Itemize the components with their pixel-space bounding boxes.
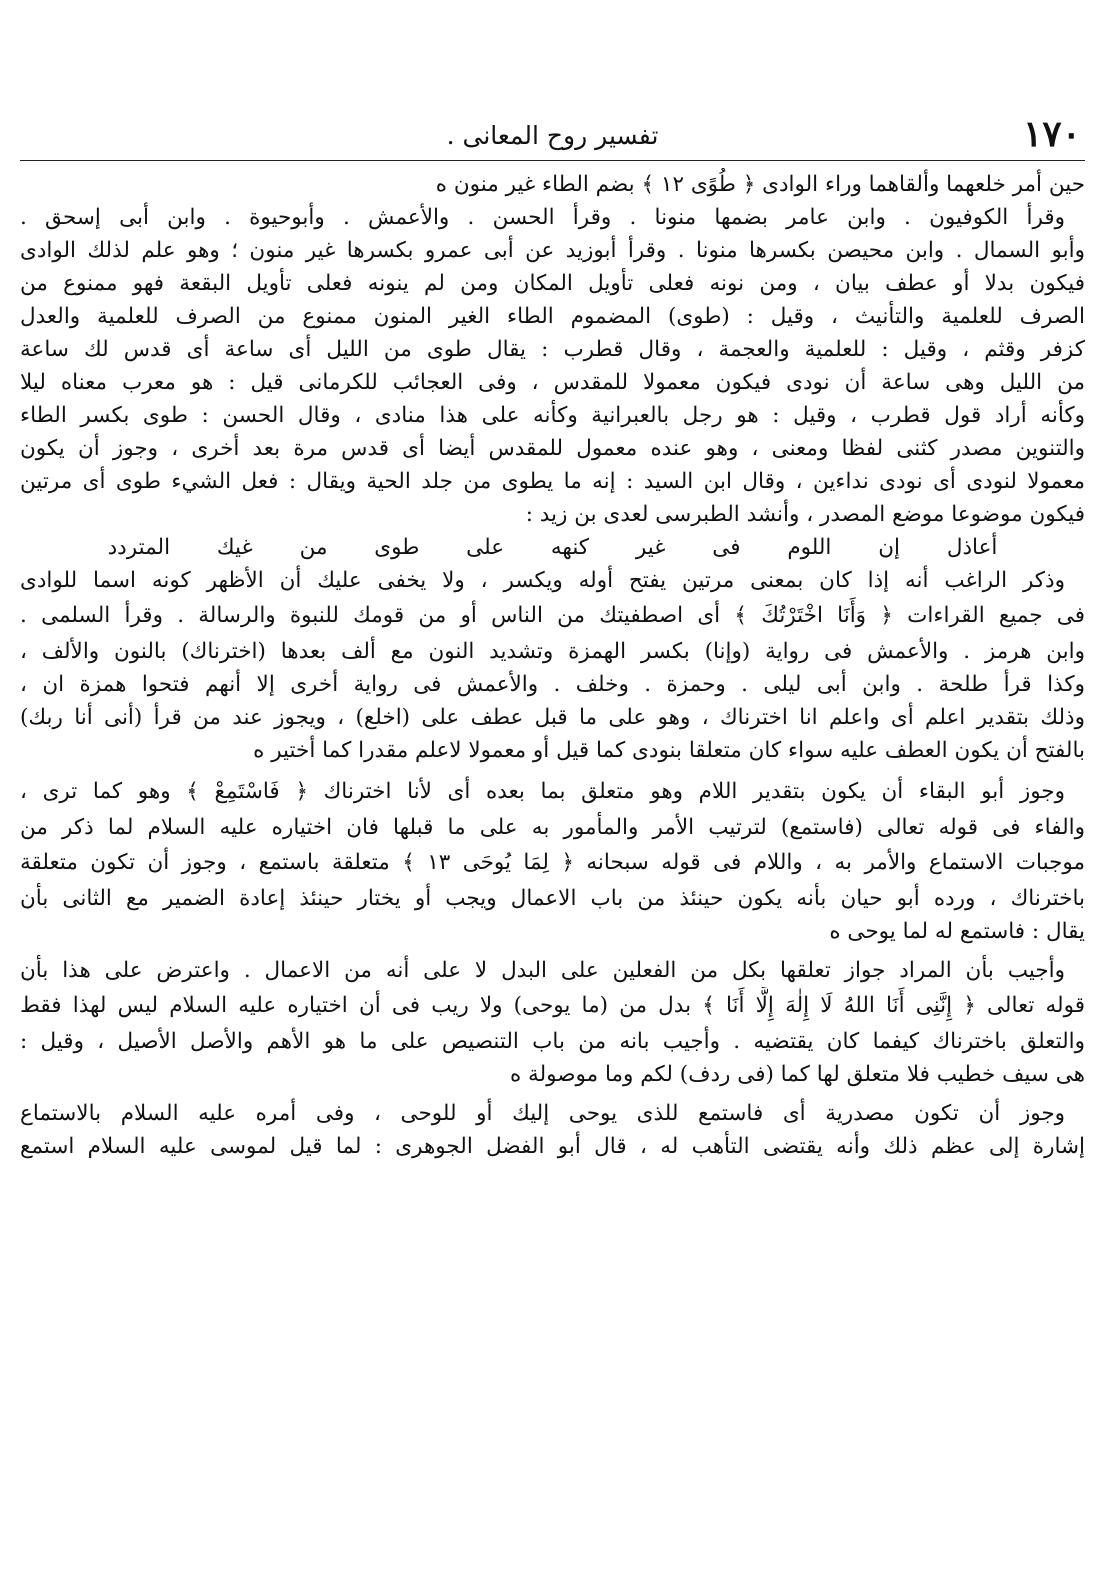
text-line: وأجيب بأن المراد جواز تعلقها بكل من الفعلين على البدل لا على أنه من الاعمال . واعترض على هذا بأن <box>20 958 1065 983</box>
text-line: موجبات الاستماع والأمر به ، واللام فى قوله سبحانه ﴿ لِمَا يُوحَى ١٣ ﴾ متعلقة باستمع ، وجوز أن تكون متعلقة <box>20 850 1085 875</box>
page-body <box>20 168 1085 1163</box>
text-line: باخترناك ، ورده أبو حيان بأنه يكون حينئذ من باب الاعمال ويجب أو يختار حينئذ إعادة الضمير مع الثانى بأن <box>20 886 1085 911</box>
text-line: إشارة إلى عظم ذلك وأنه يقتضى التأهب له ، قال أبو الفضل الجوهرى : لما قيل لموسى عليه السلام استمع <box>20 1134 1085 1159</box>
text-line: وذكر الراغب أنه إذا كان بمعنى مرتين يفتح أوله ويكسر ، ولا يخفى عليك أن الأظهر كونه اسما للوادى <box>20 568 1065 593</box>
running-title: تفسير روح المعانى . <box>446 121 659 150</box>
text-line: هى سيف خطيب فلا متعلق لها كما (فى ردف) لكم وما موصولة ه <box>509 1062 1085 1087</box>
page-header <box>20 112 1085 162</box>
poetry-verse: أعاذل إن اللوم فى غير كنهه على طوى من غيك المتردد <box>107 535 998 560</box>
text-line: وذلك بتقدير اعلم أى واعلم انا اخترناك ، وهو على ما قبل عطف على (اخلع) ، ويجوز عند من قرأ (أنى أنا ربك) <box>20 705 1085 730</box>
text-line: كزفر وقثم ، وقيل : للعلمية والعجمة ، وقال قطرب : يقال طوى من الليل أى ساعة أى قدس لك ساعة <box>20 337 1085 362</box>
text-line: وأبو السمال . وابن محيصن بكسرها منونا . وقرأ أبوزيد عن أبى عمرو بكسرها غير منون ؛ وهو علم لذلك الوادى <box>20 238 1085 263</box>
text-line: بالفتح أن يكون العطف عليه سواء كان متعلقا بنودى كما قيل أو معمولا لاعلم مقدرا كما أختير ه <box>253 738 1085 763</box>
text-line: وابن هرمز . والأعمش فى رواية (وإنا) بكسر الهمزة وتشديد النون مع ألف بعدها (اخترناك) بالنون والألف ، <box>20 639 1085 664</box>
text-line: وكذا قرأ طلحة . وابن أبى ليلى . وحمزة . وخلف . والأعمش فى رواية أخرى إلا أنهم فتحوا همزة ان ، <box>20 672 1085 697</box>
text-line: وكأنه أراد قول قطرب ، وقيل : هو رجل بالعبرانية وكأنه على هذا منادى ، وقال الحسن : طوى بكسر الطاء <box>20 403 1085 428</box>
text-line: والفاء فى قوله تعالى (فاستمع) لترتيب الأمر والمأمور به على ما قبلها فان اختياره عليه السلام لما ذكر من <box>20 815 1085 840</box>
text-line: وقرأ الكوفيون . وابن عامر بضمها منونا . وقرأ الحسن . والأعمش . وأبوحيوة . وابن أبى إسحق . <box>20 205 1065 230</box>
text-line: فى جميع القراءات ﴿ وَأَنَا اخْتَرْتُكَ ﴾ أى اصطفيتك من الناس أو من قومك للنبوة والرسالة . وقرأ السلمى . <box>20 603 1085 628</box>
text-line: قوله تعالى ﴿ إِنَّنِى أَنَا اللهُ لَا إِلٰهَ إِلَّا أَنَا ﴾ بدل من (ما يوحى) ولا ريب فى أن اختياره عليه السلام ليس لهذا فقط <box>20 993 1085 1018</box>
text-line: فيكون موضوعا موضع المصدر ، وأنشد الطبرسى لعدى بن زيد : <box>525 502 1085 527</box>
text-line: والتعلق باخترناك كيفما كان يقتضيه . وأجيب بانه من باب التنصيص على ما هو الأهم والأصل الأصيل ، وقيل : <box>20 1029 1085 1054</box>
page-number: ١٧٠ <box>1022 113 1081 155</box>
text-line: والتنوين مصدر كثنى لفظا ومعنى ، وهو عنده معمول للمقدس أيضا أى قدس مرة بعد أخرى ، وجوز أن يكون <box>20 436 1085 461</box>
text-line: الصرف للعلمية والتأنيث ، وقيل : (طوى) المضموم الطاء الغير المنون ممنوع من الصرف للعلمية والعدل <box>20 304 1085 329</box>
text-line: وجوز أن تكون مصدرية أى فاستمع للذى يوحى إليك أو للوحى ، وفى أمره عليه السلام بالاستماع <box>20 1101 1065 1126</box>
text-line: يقال : فاستمع له لما يوحى ه <box>829 919 1085 944</box>
text-line: من الليل وهى ساعة أن نودى فيكون معمولا للمقدس ، وفى العجائب للكرمانى قيل : هو معرب معناه ليلا <box>20 370 1085 395</box>
header-rule <box>20 160 1085 161</box>
text-line: وجوز أبو البقاء أن يكون بتقدير اللام وهو متعلق بما بعده أى لأنا اخترناك ﴿ فَاسْتَمِعْ ﴾ وهو كما ترى ، <box>20 779 1065 804</box>
text-line: معمولا لنودى أى نودى نداءين ، وقال ابن السيد : إنه ما يطوى من جلد الحية ويقال : فعل الشيء طوى أى مرتين <box>20 469 1085 494</box>
text-line: فيكون بدلا أو عطف بيان ، ومن نونه فعلى تأويل المكان ومن لم ينونه فعلى تأويل البقعة فهو ممنوع من <box>20 271 1085 296</box>
text-line: حين أمر خلعهما وألقاهما وراء الوادى ﴿ طُوًى ١٢ ﴾ بضم الطاء غير منون ه <box>435 172 1085 197</box>
